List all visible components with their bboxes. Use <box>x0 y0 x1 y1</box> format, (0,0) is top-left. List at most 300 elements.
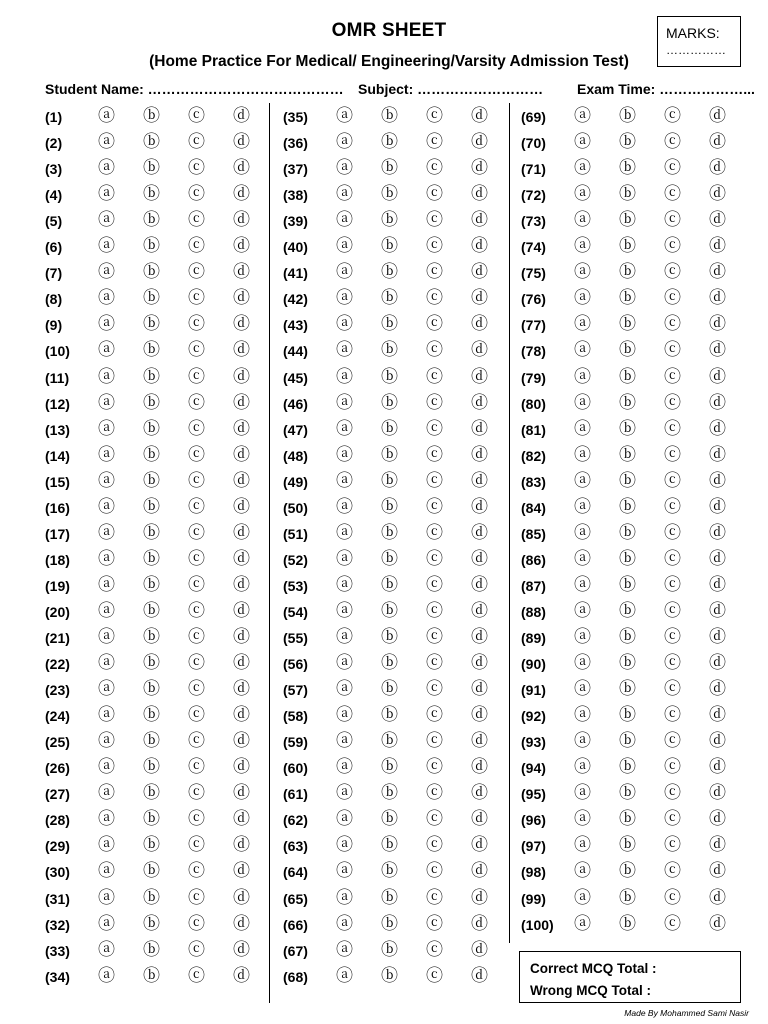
option-a-bubble[interactable]: ⓐ <box>98 210 115 231</box>
option-a-bubble[interactable]: ⓐ <box>336 158 353 179</box>
option-c-bubble[interactable]: ⓒ <box>426 887 443 908</box>
option-d-bubble[interactable]: ⓓ <box>709 314 726 335</box>
option-b-bubble[interactable]: ⓑ <box>381 861 398 882</box>
option-a-bubble[interactable]: ⓐ <box>98 132 115 153</box>
option-a-bubble[interactable]: ⓐ <box>98 679 115 700</box>
option-d-bubble[interactable]: ⓓ <box>709 210 726 231</box>
option-b-bubble[interactable]: ⓑ <box>619 757 636 778</box>
option-b-bubble[interactable]: ⓑ <box>143 184 160 205</box>
option-d-bubble[interactable]: ⓓ <box>471 366 488 387</box>
option-b-bubble[interactable]: ⓑ <box>381 496 398 517</box>
option-a-bubble[interactable]: ⓐ <box>574 106 591 126</box>
correct-total-label[interactable]: Correct MCQ Total : <box>530 961 657 976</box>
option-d-bubble[interactable]: ⓓ <box>471 236 488 257</box>
option-b-bubble[interactable]: ⓑ <box>143 236 160 257</box>
option-a-bubble[interactable]: ⓐ <box>336 835 353 856</box>
option-a-bubble[interactable]: ⓐ <box>98 392 115 413</box>
option-d-bubble[interactable]: ⓓ <box>709 548 726 569</box>
option-c-bubble[interactable]: ⓒ <box>664 366 681 387</box>
option-a-bubble[interactable]: ⓐ <box>574 132 591 153</box>
option-a-bubble[interactable]: ⓐ <box>574 236 591 257</box>
option-d-bubble[interactable]: ⓓ <box>471 262 488 283</box>
option-d-bubble[interactable]: ⓓ <box>471 496 488 517</box>
option-b-bubble[interactable]: ⓑ <box>143 809 160 830</box>
option-b-bubble[interactable]: ⓑ <box>381 184 398 205</box>
option-a-bubble[interactable]: ⓐ <box>98 236 115 257</box>
option-d-bubble[interactable]: ⓓ <box>709 236 726 257</box>
option-a-bubble[interactable]: ⓐ <box>98 965 115 986</box>
option-b-bubble[interactable]: ⓑ <box>381 288 398 309</box>
option-a-bubble[interactable]: ⓐ <box>574 262 591 283</box>
option-a-bubble[interactable]: ⓐ <box>336 470 353 491</box>
option-d-bubble[interactable]: ⓓ <box>471 757 488 778</box>
option-a-bubble[interactable]: ⓐ <box>98 887 115 908</box>
option-b-bubble[interactable]: ⓑ <box>143 496 160 517</box>
option-d-bubble[interactable]: ⓓ <box>471 705 488 726</box>
option-d-bubble[interactable]: ⓓ <box>471 627 488 647</box>
option-c-bubble[interactable]: ⓒ <box>426 522 443 543</box>
option-d-bubble[interactable]: ⓓ <box>471 731 488 752</box>
option-b-bubble[interactable]: ⓑ <box>381 522 398 543</box>
option-a-bubble[interactable]: ⓐ <box>98 757 115 778</box>
option-a-bubble[interactable]: ⓐ <box>98 705 115 726</box>
option-c-bubble[interactable]: ⓒ <box>664 861 681 882</box>
option-c-bubble[interactable]: ⓒ <box>664 679 681 700</box>
option-d-bubble[interactable]: ⓓ <box>471 809 488 830</box>
option-c-bubble[interactable]: ⓒ <box>664 496 681 517</box>
option-a-bubble[interactable]: ⓐ <box>574 340 591 361</box>
option-a-bubble[interactable]: ⓐ <box>98 418 115 439</box>
option-c-bubble[interactable]: ⓒ <box>426 861 443 882</box>
option-b-bubble[interactable]: ⓑ <box>381 418 398 439</box>
option-b-bubble[interactable]: ⓑ <box>143 132 160 153</box>
option-d-bubble[interactable]: ⓓ <box>471 939 488 960</box>
option-d-bubble[interactable]: ⓓ <box>233 809 250 830</box>
option-c-bubble[interactable]: ⓒ <box>664 288 681 309</box>
option-b-bubble[interactable]: ⓑ <box>619 861 636 882</box>
option-d-bubble[interactable]: ⓓ <box>233 184 250 205</box>
option-a-bubble[interactable]: ⓐ <box>574 731 591 752</box>
option-c-bubble[interactable]: ⓒ <box>664 314 681 335</box>
option-a-bubble[interactable]: ⓐ <box>336 757 353 778</box>
option-b-bubble[interactable]: ⓑ <box>143 965 160 986</box>
option-c-bubble[interactable]: ⓒ <box>664 574 681 595</box>
option-c-bubble[interactable]: ⓒ <box>188 679 205 700</box>
option-a-bubble[interactable]: ⓐ <box>574 757 591 778</box>
option-c-bubble[interactable]: ⓒ <box>426 783 443 804</box>
option-d-bubble[interactable]: ⓓ <box>709 288 726 309</box>
option-b-bubble[interactable]: ⓑ <box>381 757 398 778</box>
option-c-bubble[interactable]: ⓒ <box>426 106 443 126</box>
option-d-bubble[interactable]: ⓓ <box>471 392 488 413</box>
option-a-bubble[interactable]: ⓐ <box>574 627 591 647</box>
option-d-bubble[interactable]: ⓓ <box>471 132 488 153</box>
option-b-bubble[interactable]: ⓑ <box>143 939 160 960</box>
option-d-bubble[interactable]: ⓓ <box>709 444 726 465</box>
option-d-bubble[interactable]: ⓓ <box>709 522 726 543</box>
option-d-bubble[interactable]: ⓓ <box>471 444 488 465</box>
option-a-bubble[interactable]: ⓐ <box>98 262 115 283</box>
option-d-bubble[interactable]: ⓓ <box>709 627 726 647</box>
option-a-bubble[interactable]: ⓐ <box>336 705 353 726</box>
option-a-bubble[interactable]: ⓐ <box>574 887 591 908</box>
option-a-bubble[interactable]: ⓐ <box>336 861 353 882</box>
option-c-bubble[interactable]: ⓒ <box>426 340 443 361</box>
option-b-bubble[interactable]: ⓑ <box>143 366 160 387</box>
option-a-bubble[interactable]: ⓐ <box>336 913 353 934</box>
option-b-bubble[interactable]: ⓑ <box>381 132 398 153</box>
option-d-bubble[interactable]: ⓓ <box>233 705 250 726</box>
option-d-bubble[interactable]: ⓓ <box>471 340 488 361</box>
option-a-bubble[interactable]: ⓐ <box>336 106 353 126</box>
option-c-bubble[interactable]: ⓒ <box>426 184 443 205</box>
option-a-bubble[interactable]: ⓐ <box>98 731 115 752</box>
option-b-bubble[interactable]: ⓑ <box>381 340 398 361</box>
option-d-bubble[interactable]: ⓓ <box>709 861 726 882</box>
option-d-bubble[interactable]: ⓓ <box>709 887 726 908</box>
option-d-bubble[interactable]: ⓓ <box>709 574 726 595</box>
option-b-bubble[interactable]: ⓑ <box>619 314 636 335</box>
option-c-bubble[interactable]: ⓒ <box>426 314 443 335</box>
option-a-bubble[interactable]: ⓐ <box>574 366 591 387</box>
option-d-bubble[interactable]: ⓓ <box>471 418 488 439</box>
option-d-bubble[interactable]: ⓓ <box>471 835 488 856</box>
option-d-bubble[interactable]: ⓓ <box>233 574 250 595</box>
option-a-bubble[interactable]: ⓐ <box>574 835 591 856</box>
option-b-bubble[interactable]: ⓑ <box>381 809 398 830</box>
option-d-bubble[interactable]: ⓓ <box>233 314 250 335</box>
option-b-bubble[interactable]: ⓑ <box>381 470 398 491</box>
option-d-bubble[interactable]: ⓓ <box>233 861 250 882</box>
option-b-bubble[interactable]: ⓑ <box>619 548 636 569</box>
option-d-bubble[interactable]: ⓓ <box>709 184 726 205</box>
option-d-bubble[interactable]: ⓓ <box>233 158 250 179</box>
option-d-bubble[interactable]: ⓓ <box>233 913 250 934</box>
student-name-field[interactable]: Student Name: …………………………………… <box>45 81 344 97</box>
option-a-bubble[interactable]: ⓐ <box>574 574 591 595</box>
option-c-bubble[interactable]: ⓒ <box>188 288 205 309</box>
option-a-bubble[interactable]: ⓐ <box>336 653 353 674</box>
option-c-bubble[interactable]: ⓒ <box>664 106 681 126</box>
option-c-bubble[interactable]: ⓒ <box>426 679 443 700</box>
option-c-bubble[interactable]: ⓒ <box>426 653 443 674</box>
option-b-bubble[interactable]: ⓑ <box>381 627 398 647</box>
option-b-bubble[interactable]: ⓑ <box>143 574 160 595</box>
option-d-bubble[interactable]: ⓓ <box>709 600 726 621</box>
option-c-bubble[interactable]: ⓒ <box>426 965 443 986</box>
wrong-total-label[interactable]: Wrong MCQ Total : <box>530 983 651 998</box>
exam-time-field[interactable]: Exam Time: ………………... <box>577 81 755 97</box>
option-a-bubble[interactable]: ⓐ <box>336 210 353 231</box>
option-b-bubble[interactable]: ⓑ <box>619 679 636 700</box>
option-b-bubble[interactable]: ⓑ <box>381 705 398 726</box>
option-d-bubble[interactable]: ⓓ <box>233 236 250 257</box>
option-c-bubble[interactable]: ⓒ <box>426 470 443 491</box>
option-c-bubble[interactable]: ⓒ <box>664 627 681 647</box>
option-b-bubble[interactable]: ⓑ <box>381 262 398 283</box>
option-d-bubble[interactable]: ⓓ <box>233 262 250 283</box>
option-a-bubble[interactable]: ⓐ <box>574 314 591 335</box>
option-c-bubble[interactable]: ⓒ <box>426 288 443 309</box>
option-a-bubble[interactable]: ⓐ <box>98 106 115 126</box>
option-a-bubble[interactable]: ⓐ <box>336 366 353 387</box>
option-a-bubble[interactable]: ⓐ <box>336 496 353 517</box>
option-a-bubble[interactable]: ⓐ <box>574 913 591 934</box>
option-b-bubble[interactable]: ⓑ <box>619 340 636 361</box>
option-c-bubble[interactable]: ⓒ <box>188 809 205 830</box>
option-a-bubble[interactable]: ⓐ <box>98 496 115 517</box>
option-c-bubble[interactable]: ⓒ <box>188 184 205 205</box>
option-d-bubble[interactable]: ⓓ <box>471 470 488 491</box>
option-d-bubble[interactable]: ⓓ <box>471 679 488 700</box>
option-d-bubble[interactable]: ⓓ <box>233 366 250 387</box>
option-a-bubble[interactable]: ⓐ <box>574 548 591 569</box>
option-d-bubble[interactable]: ⓓ <box>471 314 488 335</box>
option-b-bubble[interactable]: ⓑ <box>143 627 160 647</box>
option-b-bubble[interactable]: ⓑ <box>143 340 160 361</box>
option-b-bubble[interactable]: ⓑ <box>619 106 636 126</box>
option-b-bubble[interactable]: ⓑ <box>143 679 160 700</box>
option-b-bubble[interactable]: ⓑ <box>381 574 398 595</box>
option-d-bubble[interactable]: ⓓ <box>471 158 488 179</box>
option-b-bubble[interactable]: ⓑ <box>381 731 398 752</box>
option-b-bubble[interactable]: ⓑ <box>619 418 636 439</box>
option-b-bubble[interactable]: ⓑ <box>381 600 398 621</box>
option-d-bubble[interactable]: ⓓ <box>233 210 250 231</box>
option-c-bubble[interactable]: ⓒ <box>664 158 681 179</box>
option-b-bubble[interactable]: ⓑ <box>619 835 636 856</box>
option-a-bubble[interactable]: ⓐ <box>98 158 115 179</box>
option-c-bubble[interactable]: ⓒ <box>426 158 443 179</box>
option-c-bubble[interactable]: ⓒ <box>664 731 681 752</box>
option-d-bubble[interactable]: ⓓ <box>709 158 726 179</box>
option-d-bubble[interactable]: ⓓ <box>233 340 250 361</box>
option-b-bubble[interactable]: ⓑ <box>143 314 160 335</box>
option-d-bubble[interactable]: ⓓ <box>233 522 250 543</box>
option-b-bubble[interactable]: ⓑ <box>381 444 398 465</box>
option-c-bubble[interactable]: ⓒ <box>188 340 205 361</box>
option-b-bubble[interactable]: ⓑ <box>143 783 160 804</box>
option-d-bubble[interactable]: ⓓ <box>709 913 726 934</box>
option-c-bubble[interactable]: ⓒ <box>664 548 681 569</box>
option-b-bubble[interactable]: ⓑ <box>381 314 398 335</box>
option-b-bubble[interactable]: ⓑ <box>619 392 636 413</box>
option-d-bubble[interactable]: ⓓ <box>709 496 726 517</box>
option-b-bubble[interactable]: ⓑ <box>143 653 160 674</box>
option-b-bubble[interactable]: ⓑ <box>619 444 636 465</box>
option-c-bubble[interactable]: ⓒ <box>188 522 205 543</box>
option-d-bubble[interactable]: ⓓ <box>471 106 488 126</box>
option-d-bubble[interactable]: ⓓ <box>233 600 250 621</box>
option-c-bubble[interactable]: ⓒ <box>188 470 205 491</box>
option-b-bubble[interactable]: ⓑ <box>381 887 398 908</box>
option-a-bubble[interactable]: ⓐ <box>336 600 353 621</box>
option-b-bubble[interactable]: ⓑ <box>381 679 398 700</box>
option-a-bubble[interactable]: ⓐ <box>574 288 591 309</box>
option-c-bubble[interactable]: ⓒ <box>188 600 205 621</box>
option-c-bubble[interactable]: ⓒ <box>664 340 681 361</box>
option-b-bubble[interactable]: ⓑ <box>619 262 636 283</box>
option-c-bubble[interactable]: ⓒ <box>188 653 205 674</box>
option-c-bubble[interactable]: ⓒ <box>664 262 681 283</box>
option-a-bubble[interactable]: ⓐ <box>574 679 591 700</box>
option-a-bubble[interactable]: ⓐ <box>98 314 115 335</box>
option-c-bubble[interactable]: ⓒ <box>188 913 205 934</box>
option-a-bubble[interactable]: ⓐ <box>574 861 591 882</box>
option-c-bubble[interactable]: ⓒ <box>188 965 205 986</box>
option-c-bubble[interactable]: ⓒ <box>426 366 443 387</box>
option-b-bubble[interactable]: ⓑ <box>143 418 160 439</box>
option-a-bubble[interactable]: ⓐ <box>336 939 353 960</box>
option-c-bubble[interactable]: ⓒ <box>188 731 205 752</box>
option-d-bubble[interactable]: ⓓ <box>709 106 726 126</box>
option-d-bubble[interactable]: ⓓ <box>471 887 488 908</box>
option-b-bubble[interactable]: ⓑ <box>143 444 160 465</box>
option-d-bubble[interactable]: ⓓ <box>471 574 488 595</box>
option-a-bubble[interactable]: ⓐ <box>98 783 115 804</box>
option-c-bubble[interactable]: ⓒ <box>664 184 681 205</box>
option-d-bubble[interactable]: ⓓ <box>471 288 488 309</box>
option-d-bubble[interactable]: ⓓ <box>233 965 250 986</box>
option-d-bubble[interactable]: ⓓ <box>471 522 488 543</box>
option-c-bubble[interactable]: ⓒ <box>664 757 681 778</box>
option-b-bubble[interactable]: ⓑ <box>619 366 636 387</box>
option-d-bubble[interactable]: ⓓ <box>233 496 250 517</box>
option-c-bubble[interactable]: ⓒ <box>426 835 443 856</box>
option-d-bubble[interactable]: ⓓ <box>709 262 726 283</box>
option-b-bubble[interactable]: ⓑ <box>143 522 160 543</box>
option-a-bubble[interactable]: ⓐ <box>336 288 353 309</box>
option-b-bubble[interactable]: ⓑ <box>619 236 636 257</box>
option-d-bubble[interactable]: ⓓ <box>471 913 488 934</box>
option-d-bubble[interactable]: ⓓ <box>233 939 250 960</box>
option-c-bubble[interactable]: ⓒ <box>664 418 681 439</box>
option-a-bubble[interactable]: ⓐ <box>98 574 115 595</box>
option-b-bubble[interactable]: ⓑ <box>143 861 160 882</box>
option-d-bubble[interactable]: ⓓ <box>471 184 488 205</box>
option-a-bubble[interactable]: ⓐ <box>98 835 115 856</box>
option-c-bubble[interactable]: ⓒ <box>664 835 681 856</box>
option-c-bubble[interactable]: ⓒ <box>426 809 443 830</box>
option-b-bubble[interactable]: ⓑ <box>143 757 160 778</box>
subject-field[interactable]: Subject: ……………………… <box>358 81 544 97</box>
option-a-bubble[interactable]: ⓐ <box>98 939 115 960</box>
option-a-bubble[interactable]: ⓐ <box>574 653 591 674</box>
option-b-bubble[interactable]: ⓑ <box>619 574 636 595</box>
option-c-bubble[interactable]: ⓒ <box>188 887 205 908</box>
option-a-bubble[interactable]: ⓐ <box>98 340 115 361</box>
option-b-bubble[interactable]: ⓑ <box>619 496 636 517</box>
option-d-bubble[interactable]: ⓓ <box>709 132 726 153</box>
option-b-bubble[interactable]: ⓑ <box>381 392 398 413</box>
option-c-bubble[interactable]: ⓒ <box>664 522 681 543</box>
option-c-bubble[interactable]: ⓒ <box>664 887 681 908</box>
option-a-bubble[interactable]: ⓐ <box>574 184 591 205</box>
option-c-bubble[interactable]: ⓒ <box>426 496 443 517</box>
option-d-bubble[interactable]: ⓓ <box>233 106 250 126</box>
option-b-bubble[interactable]: ⓑ <box>143 705 160 726</box>
option-c-bubble[interactable]: ⓒ <box>188 418 205 439</box>
option-a-bubble[interactable]: ⓐ <box>574 210 591 231</box>
option-b-bubble[interactable]: ⓑ <box>381 835 398 856</box>
option-b-bubble[interactable]: ⓑ <box>619 210 636 231</box>
option-c-bubble[interactable]: ⓒ <box>664 913 681 934</box>
option-a-bubble[interactable]: ⓐ <box>574 783 591 804</box>
option-d-bubble[interactable]: ⓓ <box>233 418 250 439</box>
option-c-bubble[interactable]: ⓒ <box>664 236 681 257</box>
option-a-bubble[interactable]: ⓐ <box>336 783 353 804</box>
option-c-bubble[interactable]: ⓒ <box>188 496 205 517</box>
option-a-bubble[interactable]: ⓐ <box>574 600 591 621</box>
option-a-bubble[interactable]: ⓐ <box>336 887 353 908</box>
option-b-bubble[interactable]: ⓑ <box>143 835 160 856</box>
option-b-bubble[interactable]: ⓑ <box>619 184 636 205</box>
option-d-bubble[interactable]: ⓓ <box>709 366 726 387</box>
option-d-bubble[interactable]: ⓓ <box>471 965 488 986</box>
option-a-bubble[interactable]: ⓐ <box>98 809 115 830</box>
option-b-bubble[interactable]: ⓑ <box>143 887 160 908</box>
option-a-bubble[interactable]: ⓐ <box>336 574 353 595</box>
option-b-bubble[interactable]: ⓑ <box>143 106 160 126</box>
option-a-bubble[interactable]: ⓐ <box>574 496 591 517</box>
option-a-bubble[interactable]: ⓐ <box>574 522 591 543</box>
option-a-bubble[interactable]: ⓐ <box>98 444 115 465</box>
option-d-bubble[interactable]: ⓓ <box>471 210 488 231</box>
option-c-bubble[interactable]: ⓒ <box>426 392 443 413</box>
option-c-bubble[interactable]: ⓒ <box>188 835 205 856</box>
option-d-bubble[interactable]: ⓓ <box>709 679 726 700</box>
option-b-bubble[interactable]: ⓑ <box>619 783 636 804</box>
option-b-bubble[interactable]: ⓑ <box>619 705 636 726</box>
option-a-bubble[interactable]: ⓐ <box>336 418 353 439</box>
option-b-bubble[interactable]: ⓑ <box>619 913 636 934</box>
option-d-bubble[interactable]: ⓓ <box>709 809 726 830</box>
option-a-bubble[interactable]: ⓐ <box>336 262 353 283</box>
option-c-bubble[interactable]: ⓒ <box>664 444 681 465</box>
option-a-bubble[interactable]: ⓐ <box>98 470 115 491</box>
option-a-bubble[interactable]: ⓐ <box>574 444 591 465</box>
option-c-bubble[interactable]: ⓒ <box>188 132 205 153</box>
option-c-bubble[interactable]: ⓒ <box>664 600 681 621</box>
option-a-bubble[interactable]: ⓐ <box>336 522 353 543</box>
option-a-bubble[interactable]: ⓐ <box>336 627 353 647</box>
option-c-bubble[interactable]: ⓒ <box>426 418 443 439</box>
option-c-bubble[interactable]: ⓒ <box>664 392 681 413</box>
option-c-bubble[interactable]: ⓒ <box>188 548 205 569</box>
option-c-bubble[interactable]: ⓒ <box>426 236 443 257</box>
option-b-bubble[interactable]: ⓑ <box>619 600 636 621</box>
option-a-bubble[interactable]: ⓐ <box>574 392 591 413</box>
option-c-bubble[interactable]: ⓒ <box>188 210 205 231</box>
option-a-bubble[interactable]: ⓐ <box>98 288 115 309</box>
option-a-bubble[interactable]: ⓐ <box>98 913 115 934</box>
option-b-bubble[interactable]: ⓑ <box>143 210 160 231</box>
option-a-bubble[interactable]: ⓐ <box>336 236 353 257</box>
option-d-bubble[interactable]: ⓓ <box>709 731 726 752</box>
option-d-bubble[interactable]: ⓓ <box>233 288 250 309</box>
option-b-bubble[interactable]: ⓑ <box>143 392 160 413</box>
option-c-bubble[interactable]: ⓒ <box>188 627 205 647</box>
option-c-bubble[interactable]: ⓒ <box>426 132 443 153</box>
option-d-bubble[interactable]: ⓓ <box>233 835 250 856</box>
option-c-bubble[interactable]: ⓒ <box>426 548 443 569</box>
option-d-bubble[interactable]: ⓓ <box>233 470 250 491</box>
option-b-bubble[interactable]: ⓑ <box>381 939 398 960</box>
option-a-bubble[interactable]: ⓐ <box>574 418 591 439</box>
option-b-bubble[interactable]: ⓑ <box>143 913 160 934</box>
option-a-bubble[interactable]: ⓐ <box>98 366 115 387</box>
option-d-bubble[interactable]: ⓓ <box>233 627 250 647</box>
